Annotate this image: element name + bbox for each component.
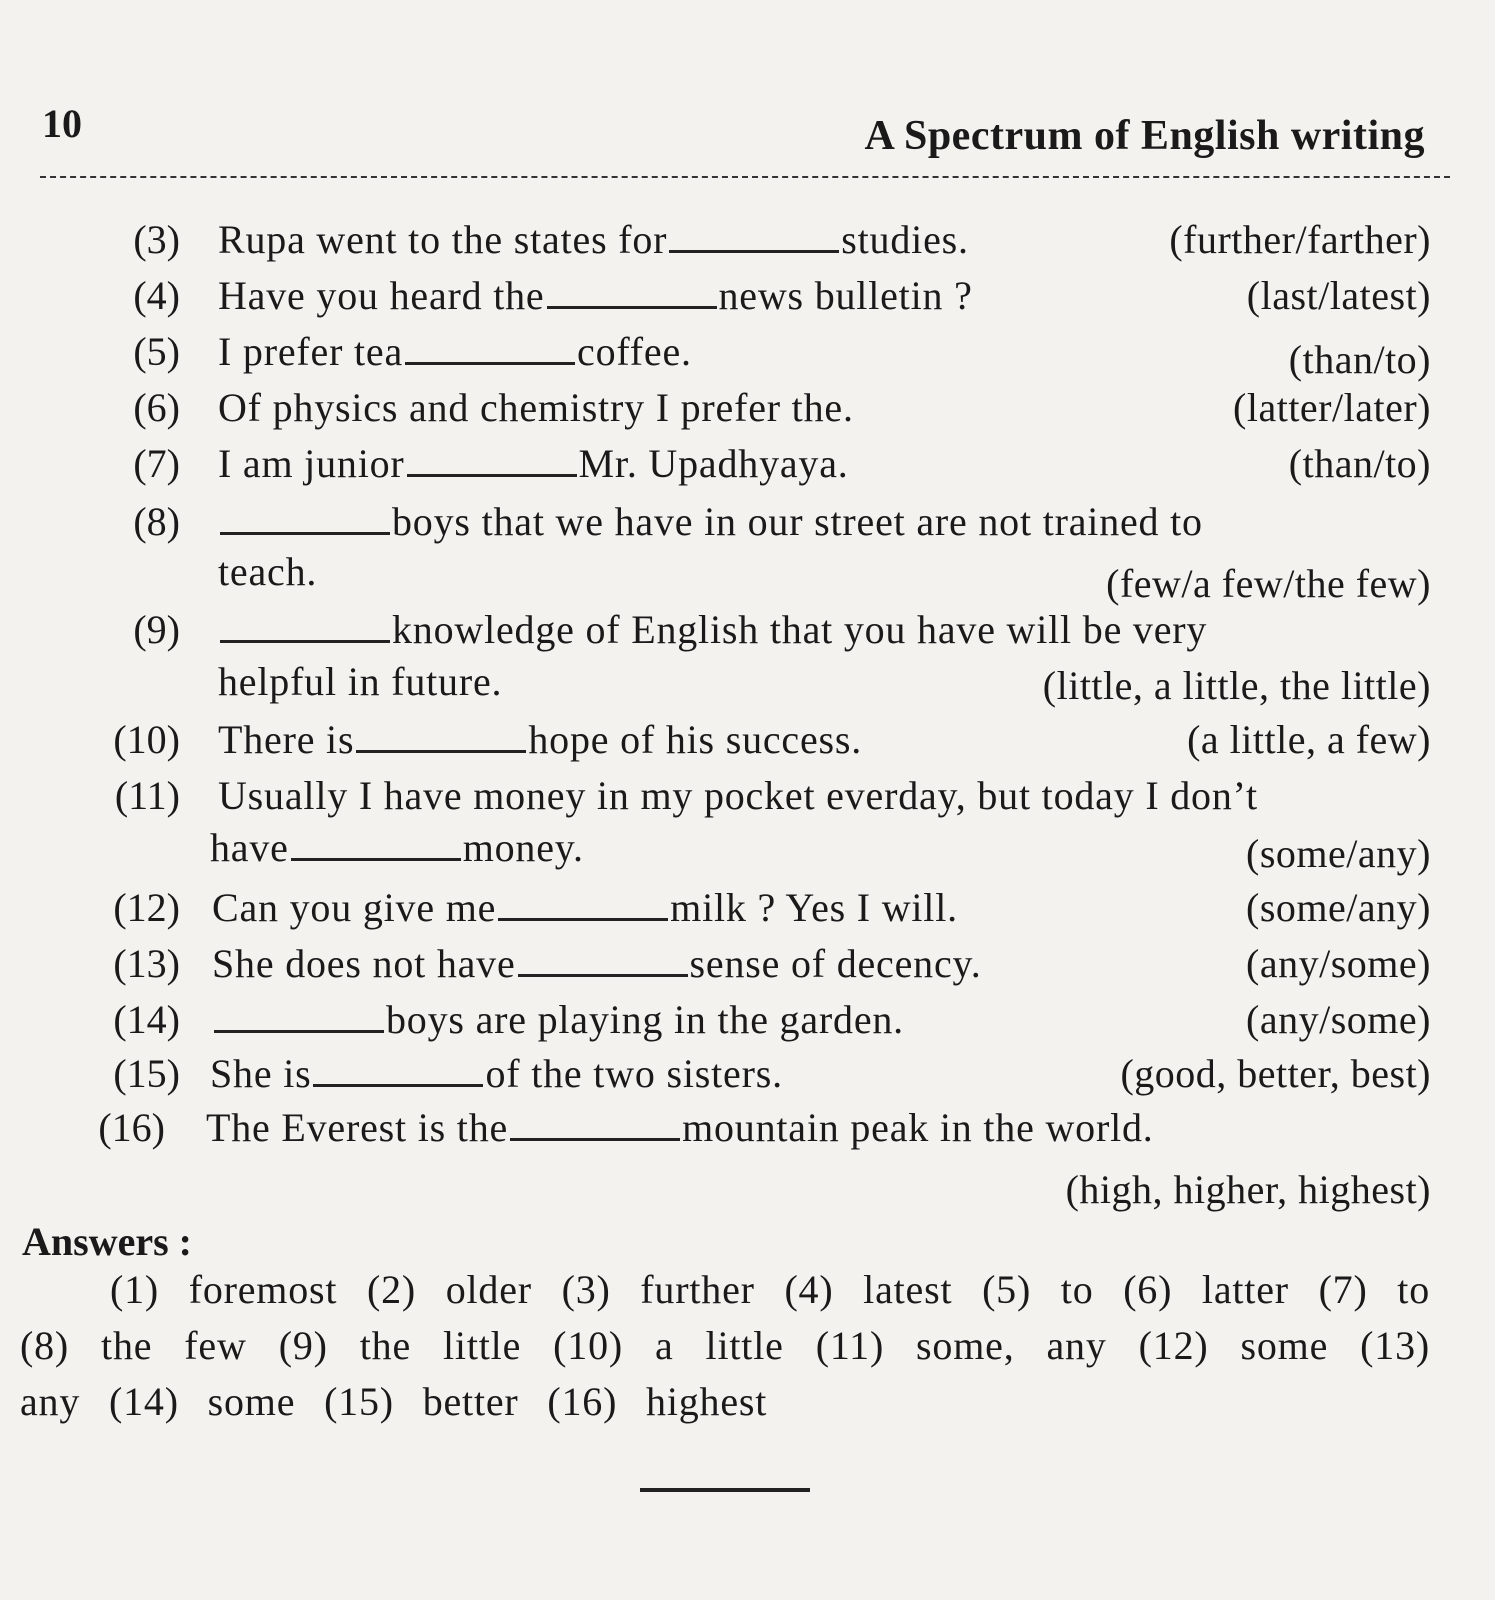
item-number: (15) [113, 1051, 180, 1096]
item-options: (last/latest) [1246, 273, 1431, 318]
answer-blank [291, 832, 461, 861]
item-text: studies. [841, 217, 969, 262]
item-options: (some/any) [1246, 885, 1431, 930]
item-text: coffee. [577, 329, 692, 374]
item-options: (little, a little, the little) [1042, 663, 1431, 708]
answer-blank [518, 948, 688, 977]
item-text: sense of decency. [689, 941, 982, 986]
answer-entry: (1) foremost [110, 1267, 338, 1312]
answer-blank [313, 1058, 483, 1087]
item-text: She is [210, 1051, 312, 1096]
answer-entry: (15) better [324, 1379, 519, 1424]
answer-entry: (4) latest [784, 1267, 953, 1312]
item-number: (8) [133, 499, 180, 544]
item-text: mountain peak in the world. [682, 1105, 1154, 1150]
answer-blank [669, 224, 839, 253]
answer-entry: (7) to [1318, 1267, 1430, 1312]
answer-blank [547, 280, 717, 309]
item-number: (11) [114, 773, 180, 818]
item-text: She does not have [212, 941, 516, 986]
answer-entry: (2) older [367, 1267, 532, 1312]
item-text: of the two sisters. [485, 1051, 783, 1096]
item-options: (good, better, best) [1120, 1051, 1431, 1096]
answer-entry: (10) a little [553, 1323, 784, 1368]
item-number: (5) [133, 329, 180, 374]
answer-blank [220, 614, 390, 643]
answer-entry: (9) the little [278, 1323, 522, 1368]
item-options: (than/to) [1288, 337, 1431, 382]
item-options: (high, higher, highest) [1065, 1167, 1431, 1212]
item-continuation: have [210, 825, 289, 870]
item-number: (3) [133, 217, 180, 262]
answer-entry: (16) highest [547, 1379, 768, 1424]
item-text: hope of his success. [528, 717, 863, 762]
item-continuation: teach. [218, 549, 318, 594]
item-number: (9) [133, 607, 180, 652]
item-options: (few/a few/the few) [1106, 561, 1431, 606]
item-options: (any/some) [1246, 941, 1431, 986]
item-options: (any/some) [1246, 997, 1431, 1042]
item-number: (16) [98, 1105, 165, 1150]
item-number: (13) [113, 941, 180, 986]
item-number: (7) [133, 441, 180, 486]
item-number: (10) [113, 717, 180, 762]
item-text: There is [218, 717, 355, 762]
answer-entry: (5) to [982, 1267, 1094, 1312]
item-text: Of physics and chemistry I prefer the. [218, 385, 854, 430]
answers-heading: Answers : [22, 1219, 192, 1264]
answer-entry: (3) further [561, 1267, 755, 1312]
item-text: knowledge of English that you have will be very [392, 607, 1208, 652]
item-text: Can you give me [212, 885, 497, 930]
item-options: (latter/later) [1233, 385, 1431, 430]
answer-entry: (13) any [20, 1323, 1431, 1424]
answer-entry: (11) some, any [815, 1323, 1107, 1368]
end-rule [640, 1488, 810, 1492]
item-text: boys that we have in our street are not trained to [392, 499, 1203, 544]
answer-blank [498, 892, 668, 921]
item-number: (12) [113, 885, 180, 930]
answer-entry: (6) latter [1123, 1267, 1289, 1312]
item-options: (a little, a few) [1187, 717, 1431, 762]
answer-blank [214, 1004, 384, 1033]
answer-blank [407, 448, 577, 477]
item-text: I prefer tea [218, 329, 404, 374]
item-text: I am junior [218, 441, 405, 486]
header-rule [40, 176, 1450, 178]
answer-entry: (8) the few [20, 1323, 247, 1368]
item-options: (further/farther) [1169, 217, 1431, 262]
answers-list [20, 1262, 1430, 1430]
item-options: (than/to) [1288, 441, 1431, 486]
book-title: A Spectrum of English writing [864, 113, 1425, 159]
item-text: milk ? Yes I will. [670, 885, 958, 930]
answer-blank [510, 1112, 680, 1141]
item-text: Rupa went to the states for [218, 217, 668, 262]
answer-blank [405, 336, 575, 365]
answer-blank [220, 506, 390, 535]
item-text: Mr. Upadhyaya. [578, 441, 849, 486]
item-continuation: money. [462, 825, 584, 870]
item-text: Usually I have money in my pocket everday, but today I don’t [218, 773, 1258, 818]
answer-blank [356, 724, 526, 753]
item-continuation: helpful in future. [218, 659, 503, 704]
page-number: 10 [42, 101, 82, 146]
item-text: boys are playing in the garden. [386, 997, 904, 1042]
item-number: (6) [133, 385, 180, 430]
item-number: (4) [133, 273, 180, 318]
item-options: (some/any) [1246, 831, 1431, 876]
item-text: Have you heard the [218, 273, 545, 318]
answer-entry: (12) some [1138, 1323, 1329, 1368]
item-text: The Everest is the [206, 1105, 509, 1150]
item-number: (14) [113, 997, 180, 1042]
item-text: news bulletin ? [718, 273, 973, 318]
answer-entry: (14) some [108, 1379, 296, 1424]
